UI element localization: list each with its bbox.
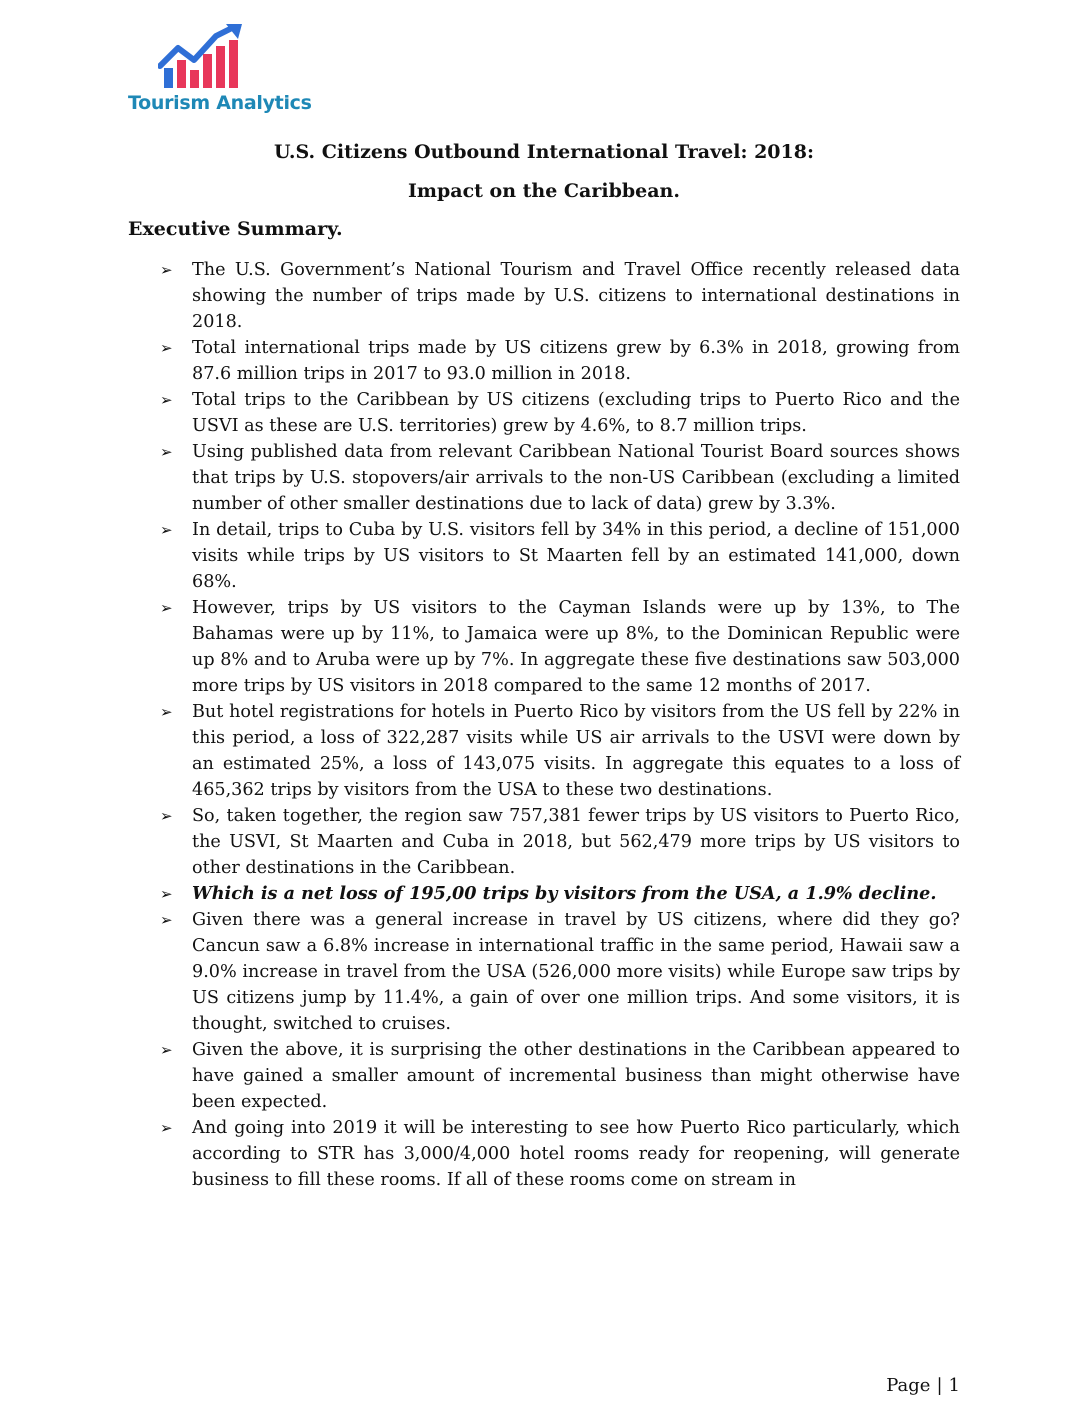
bullet-text-emphasized: Which is a net loss of 195,00 trips by visitors from the USA, a 1.9% decline. [192, 883, 937, 904]
bullet-text: So, taken together, the region saw 757,381 fewer trips by US visitors to Puerto Rico, the USVI, St Maarten and Cuba in 2018, but 562,479 more trips by US visitors to other destinations in the Caribbean. [192, 806, 960, 878]
list-item [160, 1115, 960, 1193]
bullet-text: And going into 2019 it will be interesting to see how Puerto Rico particularly, which according to STR has 3,000/4,000 hotel rooms ready for reopening, will generate business to fill these rooms. If all of these rooms come on stream in [192, 1118, 960, 1190]
arrow-bullet-icon: ➢ [160, 521, 173, 539]
arrow-bullet-icon: ➢ [160, 1119, 173, 1137]
bullet-text: However, trips by US visitors to the Cayman Islands were up by 13%, to The Bahamas were up by 11%, to Jamaica were up 8%, to the Dominican Republic were up 8% and to Aruba were up by 7%. In aggregate these five destinations saw 503,000 more trips by US visitors in 2018 compared to the same 12 months of 2017. [192, 598, 960, 696]
bullet-text: Total trips to the Caribbean by US citizens (excluding trips to Puerto Rico and the USVI as these are U.S. territories) grew by 4.6%, to 8.7 million trips. [192, 390, 960, 436]
list-item [160, 699, 960, 803]
summary-bullet-list [160, 257, 960, 1193]
page-number: 1 [948, 1375, 960, 1396]
bullet-text: The U.S. Government’s National Tourism and Travel Office recently released data showing the number of trips made by U.S. citizens to international destinations in 2018. [192, 260, 960, 332]
logo-text: Tourism Analytics [128, 92, 312, 114]
arrow-bullet-icon: ➢ [160, 339, 173, 357]
list-item [160, 881, 960, 907]
list-item [160, 257, 960, 335]
list-item [160, 387, 960, 439]
bullet-text: Given the above, it is surprising the other destinations in the Caribbean appeared to have gained a smaller amount of incremental business than might otherwise have been expected. [192, 1040, 960, 1112]
page-separator: | [936, 1375, 943, 1396]
arrow-bullet-icon: ➢ [160, 885, 173, 903]
arrow-bullet-icon: ➢ [160, 807, 173, 825]
bullet-text: Given there was a general increase in travel by US citizens, where did they go? Cancun saw a 6.8% increase in international traffic in the same period, Hawaii saw a 9.0% increase in travel from the USA (526,000 more visits) while Europe saw trips by US citizens jump by 11.4%, a gain of over one million trips. And some visitors, it is thought, switched to cruises. [192, 910, 960, 1034]
bullet-text: Using published data from relevant Caribbean National Tourist Board sources shows that trips by U.S. stopovers/air arrivals to the non-US Caribbean (excluding a limited number of other smaller destinations due to lack of data) grew by 3.3%. [192, 442, 960, 514]
arrow-bullet-icon: ➢ [160, 1041, 173, 1059]
tourism-analytics-logo [128, 24, 312, 119]
bullet-text: Total international trips made by US citizens grew by 6.3% in 2018, growing from 87.6 million trips in 2017 to 93.0 million in 2018. [192, 338, 960, 384]
arrow-bullet-icon: ➢ [160, 443, 173, 461]
document-subtitle: Impact on the Caribbean. [407, 180, 680, 202]
list-item [160, 595, 960, 699]
arrow-bullet-icon: ➢ [160, 391, 173, 409]
list-item [160, 517, 960, 595]
list-item [160, 907, 960, 1037]
list-item [160, 335, 960, 387]
list-item [160, 803, 960, 881]
arrow-bullet-icon: ➢ [160, 703, 173, 721]
arrow-bullet-icon: ➢ [160, 599, 173, 617]
document-title: U.S. Citizens Outbound International Travel: 2018: [274, 141, 814, 163]
arrow-bullet-icon: ➢ [160, 261, 173, 279]
arrow-bullet-icon: ➢ [160, 911, 173, 929]
list-item [160, 1037, 960, 1115]
page-footer [886, 1375, 960, 1396]
bullet-text: In detail, trips to Cuba by U.S. visitors fell by 34% in this period, a decline of 151,000 visits while trips by US visitors to St Maarten fell by an estimated 141,000, down 68%. [192, 520, 960, 592]
section-heading: Executive Summary. [128, 218, 343, 240]
page-label: Page [886, 1375, 931, 1396]
bullet-text: But hotel registrations for hotels in Puerto Rico by visitors from the US fell by 22% in this period, a loss of 322,287 visits while US air arrivals to the USVI were down by an estimated 25%, a loss of 143,075 visits. In aggregate this equates to a loss of 465,362 trips by visitors from the USA to these two destinations. [192, 702, 960, 800]
bar-chart-arrow-icon [158, 24, 258, 90]
list-item [160, 439, 960, 517]
